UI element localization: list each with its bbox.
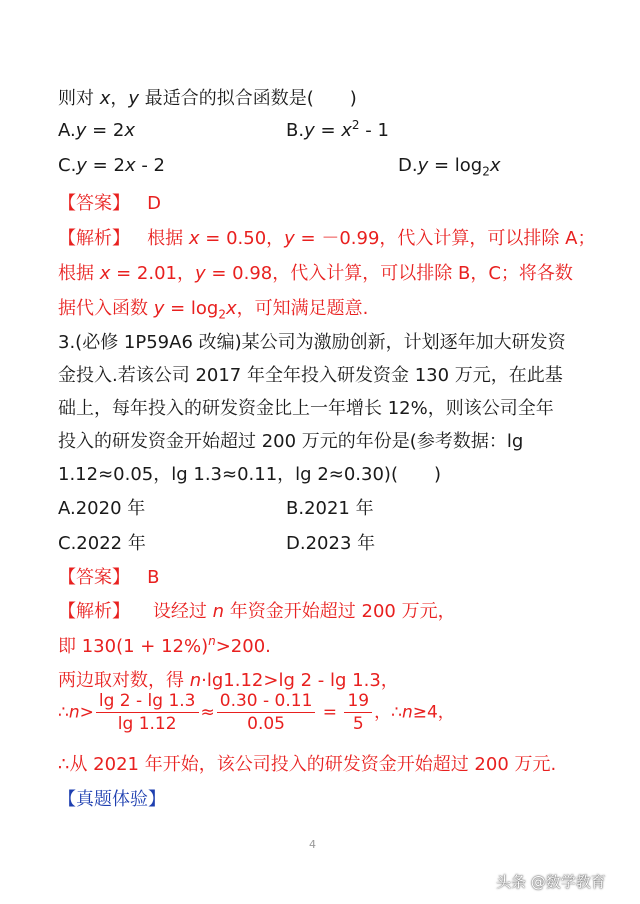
q2-option-d: $D.y = \log_2x$ [398, 155, 501, 179]
q3-option-d: D.2023 年 [286, 533, 376, 554]
q2-analysis-line-2: 根据 x = 2.01，y = 0.98，代入计算，可以排除 B，C；将各数 [58, 263, 573, 284]
q3-stem-line-3: 础上，每年投入的研发资金比上一年增长 12%，则该公司全年 [58, 398, 554, 419]
q3-analysis-line-2: 即 $130(1 + 12\%)^n>200$. [58, 634, 271, 657]
q2-option-b: $B.y = x^2 - 1$ [286, 118, 389, 141]
q3-stem-line-4: 投入的研发资金开始超过 200 万元的年份是(参考数据：lg [58, 431, 524, 452]
q2-analysis-line-1: 【解析】 根据 x = 0.50，y = －0.99，代入计算，可以排除 A； [58, 228, 596, 249]
q3-answer: 【答案】 B [58, 567, 160, 588]
page-number: 4 [309, 838, 316, 851]
q3-option-c: C.2022 年 [58, 533, 146, 554]
q2-analysis-line-3: 据代入函数 $y = \log_2x$，可知满足题意. [58, 298, 369, 322]
q2-stem: 则对 x，y 最适合的拟合函数是( ) [58, 88, 357, 109]
q3-analysis-line-3: 两边取对数，得 n·lg1.12>lg 2 - lg 1.3， [58, 670, 399, 691]
q3-analysis-line-1: 【解析】 设经过 n 年资金开始超过 200 万元， [58, 601, 456, 622]
q3-option-a: A.2020 年 [58, 498, 146, 519]
section-heading: 【真题体验】 [58, 789, 166, 810]
fraction-19-5: $\frac{19}{5}$ [344, 690, 372, 735]
fraction-lg-ratio: $\frac{\lg 2 - \lg 1.3}{\lg 1.12}$ [96, 690, 199, 735]
q3-stem-line-1: 3.(必修 1P59A6 改编)某公司为激励创新，计划逐年加大研发资 [58, 332, 566, 353]
q3-option-b: B.2021 年 [286, 498, 374, 519]
q3-analysis-conclusion: ∴从 2021 年开始，该公司投入的研发资金开始超过 200 万元. [58, 754, 557, 775]
q2-answer: 【答案】 D [58, 193, 162, 214]
fraction-numeric: $\frac{0.30 - 0.11}{0.05}$ [217, 690, 316, 735]
q3-analysis-fraction-line: ∴n> $\frac{\lg 2 - \lg 1.3}{\lg 1.12}$ ≈ $\frac{0.30 - 0.11}{0.05}$ = $\frac{19}{5}$ ，∴n≥4， [58, 691, 455, 734]
q3-stem-line-5: 1.12≈0.05，lg 1.3≈0.11，lg 2≈0.30)( ) [58, 464, 442, 485]
q2-option-a: A.y = 2x [58, 120, 136, 141]
watermark: 头条 @数学教育 [496, 873, 606, 891]
q3-stem-line-2: 金投入.若该公司 2017 年全年投入研发资金 130 万元，在此基 [58, 365, 563, 386]
q2-option-c: C.y = 2x - 2 [58, 155, 165, 176]
